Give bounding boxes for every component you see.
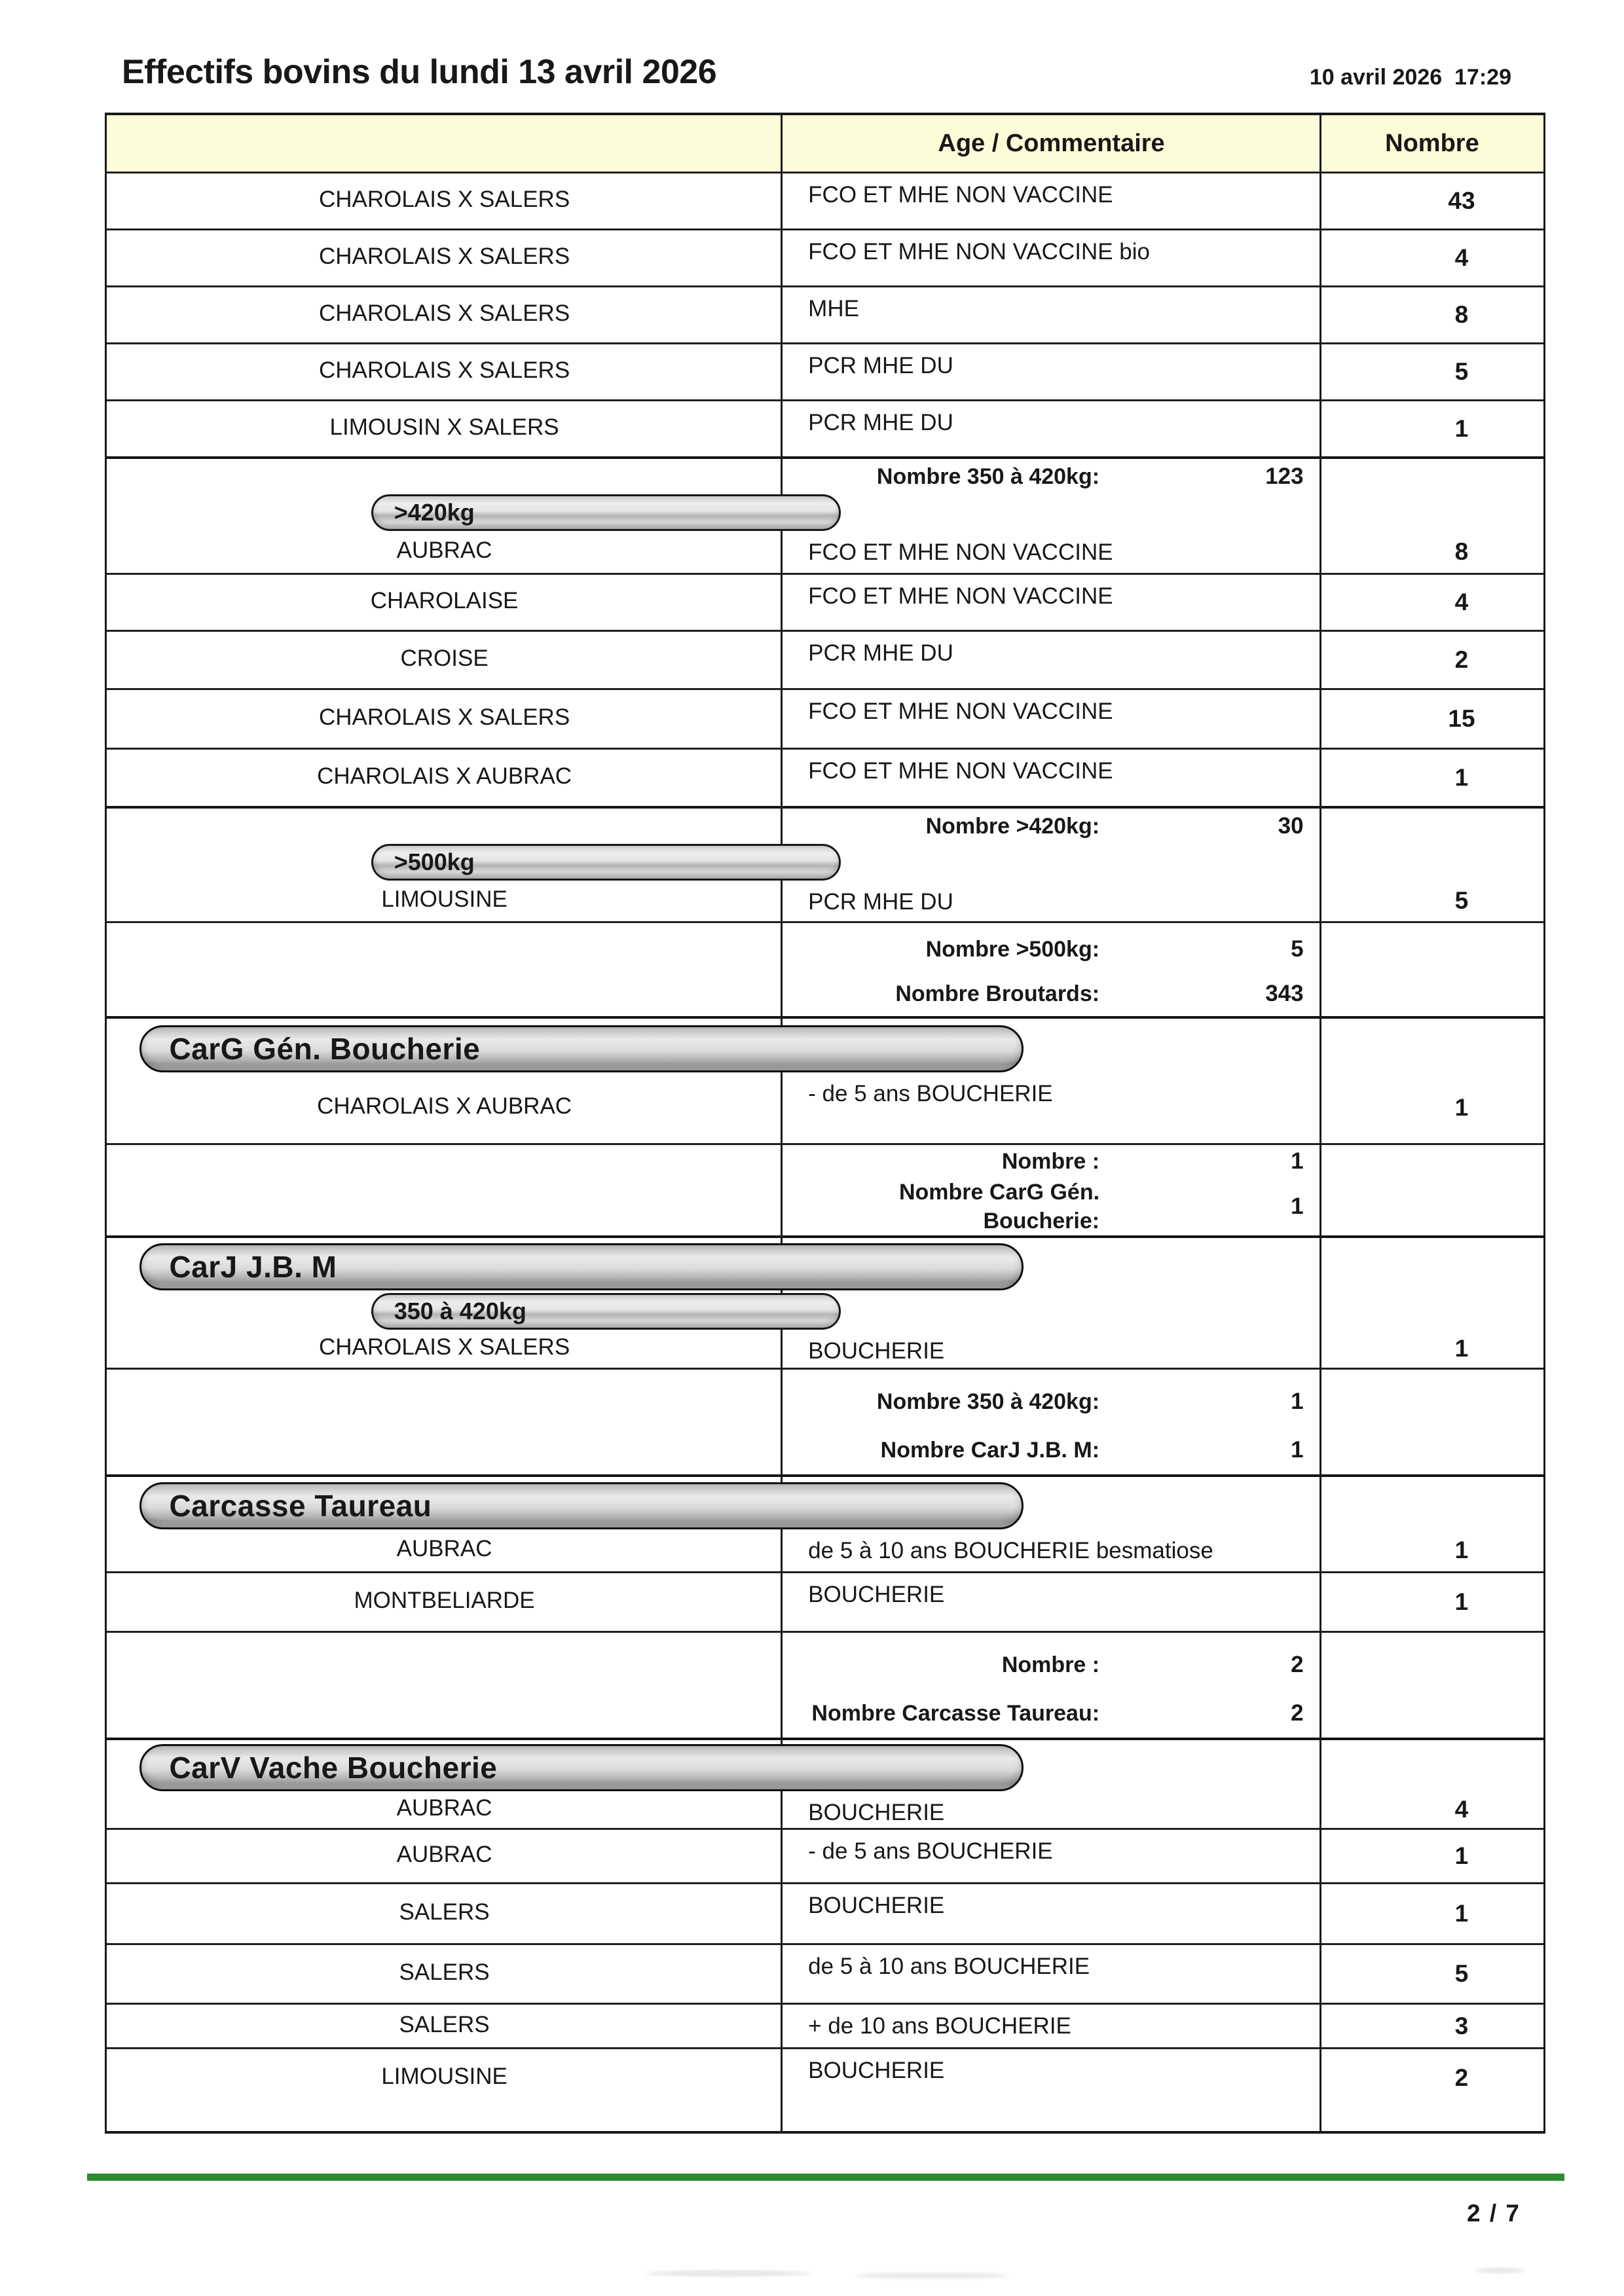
print-datetime: 10 avril 2026 17:29 [1309, 65, 1511, 90]
weight-group [107, 809, 1543, 923]
table-row [107, 1529, 1543, 1571]
age-cell: de 5 à 10 ans BOUCHERIE [808, 1954, 1090, 1979]
table-row [107, 531, 1543, 573]
table-row [107, 750, 1543, 809]
breed-cell: LIMOUSIN X SALERS [329, 414, 559, 440]
section-block [107, 1744, 1543, 1830]
age-cell: de 5 à 10 ans BOUCHERIE besmatiose [808, 1538, 1213, 1563]
summary-label: Nombre CarJ J.B. M: [880, 1437, 1100, 1463]
summary-row [107, 459, 1543, 494]
summary-label: Nombre Broutards: [895, 981, 1100, 1006]
age-cell: FCO ET MHE NON VACCINE [808, 699, 1113, 724]
weight-group-pill: 350 à 420kg [371, 1293, 841, 1330]
summary-row [107, 1689, 1543, 1738]
count-cell: 2 [1454, 646, 1469, 673]
age-cell: FCO ET MHE NON VACCINE [808, 758, 1113, 784]
summary-label: Nombre >420kg: [925, 813, 1100, 839]
weight-group-pill: >500kg [371, 844, 841, 881]
col-header-age: Age / Commentaire [938, 129, 1165, 157]
section-pill: CarV Vache Boucherie [139, 1744, 1023, 1791]
table-row [107, 1330, 1543, 1368]
breed-cell: AUBRAC [396, 1842, 492, 1867]
breed-cell: CHAROLAIS X SALERS [318, 301, 570, 326]
age-cell: MHE [808, 296, 859, 321]
scan-artifact [855, 2273, 1008, 2278]
totals-block [107, 923, 1543, 1019]
section-pill: Carcasse Taureau [139, 1482, 1023, 1529]
count-cell: 5 [1454, 358, 1469, 385]
summary-value: 5 [1291, 936, 1304, 962]
table-row [107, 1573, 1543, 1633]
count-cell: 4 [1454, 1796, 1469, 1823]
table-row [107, 344, 1543, 401]
age-cell: PCR MHE DU [808, 410, 953, 435]
breed-cell: SALERS [399, 1899, 490, 1925]
summary-label: Nombre : [1001, 1148, 1100, 1174]
totals-block [107, 1145, 1543, 1238]
breed-cell: CROISE [400, 646, 489, 671]
age-cell: FCO ET MHE NON VACCINE [808, 182, 1113, 208]
count-cell: 1 [1454, 1842, 1469, 1869]
summary-row [107, 1145, 1543, 1178]
page-number: 2 / 7 [1467, 2200, 1521, 2227]
summary-label-line2: Boucherie: [983, 1209, 1100, 1233]
summary-row [107, 1641, 1543, 1689]
table-row [107, 2049, 1543, 2106]
totals-block [107, 1633, 1543, 1740]
table-row [107, 287, 1543, 344]
summary-row [107, 809, 1543, 844]
page-title: Effectifs bovins du lundi 13 avril 2026 [122, 53, 717, 91]
breed-cell: CHAROLAIS X SALERS [318, 704, 570, 730]
count-cell: 1 [1454, 1537, 1469, 1563]
table-row [107, 632, 1543, 690]
count-cell: 5 [1454, 887, 1469, 914]
breed-cell: CHAROLAISE [370, 588, 519, 613]
table-row [107, 2005, 1543, 2049]
summary-value: 343 [1265, 981, 1304, 1006]
table-row [107, 401, 1543, 459]
summary-value: 1 [1291, 1148, 1304, 1174]
table-row [107, 173, 1543, 230]
count-cell: 4 [1454, 589, 1469, 615]
table-row [107, 690, 1543, 750]
report-table [105, 113, 1545, 2134]
age-cell: PCR MHE DU [808, 640, 953, 666]
count-cell: 1 [1454, 1900, 1469, 1927]
breed-cell: CHAROLAIS X SALERS [318, 244, 570, 269]
summary-label-line1: Nombre CarG Gén. [898, 1179, 1100, 1205]
summary-row [107, 927, 1543, 972]
weight-group-pill: >420kg [371, 494, 841, 531]
count-cell: 1 [1454, 764, 1469, 791]
section-block [107, 1025, 1543, 1145]
summary-label [899, 1178, 1099, 1235]
weight-group [107, 459, 1543, 575]
table-row [107, 230, 1543, 287]
count-cell: 3 [1454, 2012, 1469, 2039]
table-row [107, 1072, 1543, 1143]
table-row [107, 1830, 1543, 1884]
count-cell: 1 [1454, 1094, 1469, 1121]
summary-row [107, 972, 1543, 1016]
footer-rule [87, 2174, 1564, 2181]
count-cell: 8 [1454, 538, 1469, 565]
summary-value: 1 [1291, 1437, 1304, 1463]
scan-artifact [645, 2270, 812, 2276]
breed-cell: MONTBELIARDE [354, 1588, 535, 1613]
count-cell: 43 [1448, 187, 1475, 214]
count-cell: 4 [1454, 244, 1469, 271]
breed-cell: LIMOUSINE [381, 886, 507, 912]
summary-label: Nombre 350 à 420kg: [876, 1389, 1100, 1414]
section-pill: CarG Gén. Boucherie [139, 1025, 1023, 1072]
age-cell: BOUCHERIE [808, 2058, 945, 2083]
count-cell: 1 [1454, 1335, 1469, 1362]
col-header-nombre: Nombre [1385, 129, 1479, 157]
breed-cell: SALERS [399, 2011, 490, 2037]
summary-label: Nombre : [1001, 1652, 1100, 1677]
summary-label: Nombre 350 à 420kg: [876, 464, 1100, 489]
breed-cell: AUBRAC [396, 1536, 492, 1561]
count-cell: 5 [1454, 1960, 1469, 1987]
count-cell: 2 [1454, 2064, 1469, 2091]
age-cell: FCO ET MHE NON VACCINE [808, 539, 1113, 565]
age-cell: PCR MHE DU [808, 889, 953, 915]
age-cell: - de 5 ans BOUCHERIE [808, 1081, 1053, 1106]
summary-value: 1 [1291, 1194, 1304, 1219]
totals-block [107, 1370, 1543, 1477]
age-cell: BOUCHERIE [808, 1893, 945, 1918]
breed-cell: SALERS [399, 1959, 490, 1985]
summary-label: Nombre Carcasse Taureau: [811, 1700, 1100, 1726]
table-row [107, 1945, 1543, 2005]
table-row [107, 575, 1543, 632]
count-cell: 1 [1454, 415, 1469, 442]
breed-cell: AUBRAC [396, 538, 492, 563]
summary-value: 2 [1291, 1700, 1304, 1726]
age-cell: - de 5 ans BOUCHERIE [808, 1838, 1053, 1864]
breed-cell: LIMOUSINE [381, 2063, 507, 2089]
summary-value: 2 [1291, 1652, 1304, 1677]
summary-value: 1 [1291, 1389, 1304, 1414]
table-gridline-vertical [781, 115, 783, 2131]
age-cell: BOUCHERIE [808, 1338, 945, 1364]
count-cell: 1 [1454, 1588, 1469, 1615]
scan-artifact [1475, 2268, 1526, 2273]
breed-cell: CHAROLAIS X SALERS [318, 357, 570, 383]
count-cell: 8 [1454, 301, 1469, 328]
breed-cell: CHAROLAIS X SALERS [318, 1334, 570, 1360]
age-cell: BOUCHERIE [808, 1800, 945, 1825]
age-cell: FCO ET MHE NON VACCINE [808, 583, 1113, 609]
summary-value: 123 [1265, 464, 1304, 489]
section-block [107, 1243, 1543, 1370]
breed-cell: AUBRAC [396, 1795, 492, 1821]
age-cell: BOUCHERIE [808, 1582, 945, 1607]
section-block [107, 1482, 1543, 1573]
table-row [107, 1791, 1543, 1828]
table-gridline-vertical [1320, 115, 1321, 2131]
table-row [107, 881, 1543, 921]
count-cell: 15 [1448, 705, 1475, 732]
table-header-row [107, 115, 1543, 173]
breed-cell: CHAROLAIS X SALERS [318, 187, 570, 212]
age-cell: + de 10 ans BOUCHERIE [808, 2013, 1071, 2039]
summary-row [107, 1178, 1543, 1235]
section-pill: CarJ J.B. M [139, 1243, 1023, 1290]
age-cell: PCR MHE DU [808, 353, 953, 378]
summary-row [107, 1377, 1543, 1426]
age-cell: FCO ET MHE NON VACCINE bio [808, 239, 1151, 264]
summary-value: 30 [1278, 813, 1304, 839]
summary-row [107, 1426, 1543, 1474]
breed-cell: CHAROLAIS X AUBRAC [317, 763, 572, 789]
breed-cell: CHAROLAIS X AUBRAC [317, 1093, 572, 1119]
summary-label: Nombre >500kg: [925, 936, 1100, 962]
table-row [107, 1884, 1543, 1945]
